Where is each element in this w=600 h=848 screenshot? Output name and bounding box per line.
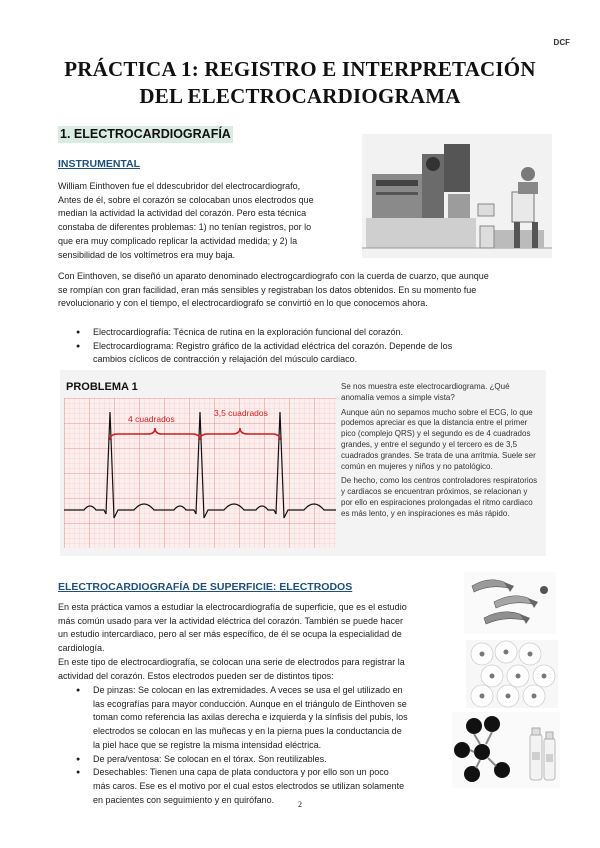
interval-label-b: 3,5 cuadrados — [214, 408, 268, 418]
clamp-electrodes-photo — [464, 572, 556, 634]
text-line: cardiología. — [58, 643, 105, 654]
text-line: más caros. Ese es el motivo por el cual estos electrodos se utilizan solamente — [93, 780, 405, 791]
text-line: Antes de él, sobre el corazón se colocaban unos electrodos que — [58, 194, 314, 205]
einthoven-paragraph — [58, 270, 548, 311]
text-line: En este tipo de electrocardiografía, se colocan una serie de electrodos para registrar la — [58, 656, 405, 667]
problema-answer: Aunque aún no sepamos mucho sobre el ECG, lo que podemos apreciar es que la distancia entre el primer pico (complejo QRS) y el segundo es de 4 cuadrados grandes, y entre el segundo y el tercero es de 3,5 cuadrados grandes. Se trata de una arritmia. Suele ser común en mujeres y niños y no patológico. — [341, 407, 536, 471]
text-line: William Einthoven fue el ddescubridor del electrocardiografo, — [58, 181, 301, 191]
text-line: ● De pera/ventosa: Se colocan en el tórax. Son reutilizables. — [93, 753, 327, 764]
text-line: electrodos se colocan en las muñecas y en la pierna pues la conductancia de — [93, 726, 402, 737]
page-title — [40, 56, 560, 110]
text-line: ● Electrocardiografía: Técnica de rutina en la exploración funcional del corazón. — [93, 327, 404, 337]
list-item — [76, 326, 536, 340]
superficie-heading: ELECTROCARDIOGRAFÍA DE SUPERFICIE: ELECTRODOS — [58, 581, 353, 593]
suction-electrodes-photo — [452, 712, 560, 788]
text-line: un estudio intercardiaco, pero al ser más específico, de él se ocupa la especialidad de — [58, 629, 402, 640]
text-line: ● Desechables: Tienen una capa de plata conductora y por ello son un poco — [93, 767, 389, 778]
electrode-type-list — [76, 684, 452, 807]
text-line: se rompían con gran facilidad, eran más sensibles y registraban los datos obtenidos. En su momento fue — [58, 284, 477, 295]
problema-box — [60, 370, 546, 556]
page-number: 2 — [298, 800, 302, 809]
list-item — [76, 340, 536, 367]
header-tag: DCF — [553, 38, 570, 47]
interval-label-a: 4 cuadrados — [128, 414, 175, 424]
ecg-strip — [64, 398, 336, 548]
text-line: más común usado para ver la actividad eléctrica del corazón. También se puede hacer — [58, 615, 404, 626]
problema-title: PROBLEMA 1 — [66, 381, 138, 393]
definition-list — [76, 326, 536, 367]
problema-explanation: De hecho, como los centros controladores respiratorios y cardiacos se encuentran próximos, se relacionan y por ello en espiraciones prolongadas el ritmo cardiaco es más lento, y en inspiraciones es más rápido. — [341, 476, 538, 518]
text-line: ● De pinzas: Se colocan en las extremidades. A veces se usa el gel utilizado en — [93, 685, 403, 695]
text-line: que era muy complicado replicar la actividad medida; y 2) la — [58, 235, 298, 246]
text-line: constaba de diferentes problemas: 1) no tenían registros, por lo — [58, 222, 312, 233]
text-line: actividad del corazón. Estos electrodos pueden ser de distintos tipos: — [58, 670, 334, 681]
list-item — [76, 684, 452, 753]
text-line: la piel hace que se registre la misma intensidad eléctrica. — [93, 739, 322, 750]
text-line: Con Einthoven, se diseñó un aparato denominado electrogcardiografo con la cuerda de cuarzo, que aunque — [58, 271, 489, 281]
text-line: cambios cíclicos de contracción y relajación del músculo cardiaco. — [93, 354, 358, 365]
instrumental-paragraph — [58, 180, 358, 262]
text-line: toman como referencia las axilas derecha e izquierda y la sínfisis del pubis, los — [93, 712, 408, 723]
title-line-1: PRÁCTICA 1: REGISTRO E INTERPRETACIÓN — [64, 57, 536, 81]
text-line: revolucionario y con el tiempo, el electrocardiografo se convirtió en lo que conocemos ahora. — [58, 298, 428, 309]
list-item — [76, 753, 452, 767]
einthoven-photo — [362, 134, 552, 258]
section-title: 1. ELECTROCARDIOGRAFÍA — [60, 127, 231, 141]
text-line: sensibilidad de los voltímetros era muy baja. — [58, 249, 236, 260]
text-line: median la actividad la actividad del corazón. Pero esta técnica — [58, 208, 307, 219]
problema-question: Se nos muestra este electrocardiograma. ¿Qué anomalía vemos a simple vista? — [341, 382, 510, 402]
title-line-2: DEL ELECTROCARDIOGRAMA — [139, 84, 461, 108]
text-line: En esta práctica vamos a estudiar la electrocardiografía de superficie, que es el estudio — [58, 602, 407, 612]
text-line: las ecografías para mayor conducción. Aunque en el triángulo de Einthoven se — [93, 698, 407, 709]
instrumental-heading: INSTRUMENTAL — [58, 158, 141, 170]
superficie-paragraph — [58, 601, 448, 683]
text-line: en pacientes con seguimiento y en quirófano. — [93, 794, 275, 805]
disposable-electrodes-photo — [466, 640, 558, 708]
text-line: ● Electrocardiograma: Registro gráfico de la actividad eléctrica del corazón. Depende de los — [93, 340, 453, 351]
problema-text — [341, 382, 541, 524]
